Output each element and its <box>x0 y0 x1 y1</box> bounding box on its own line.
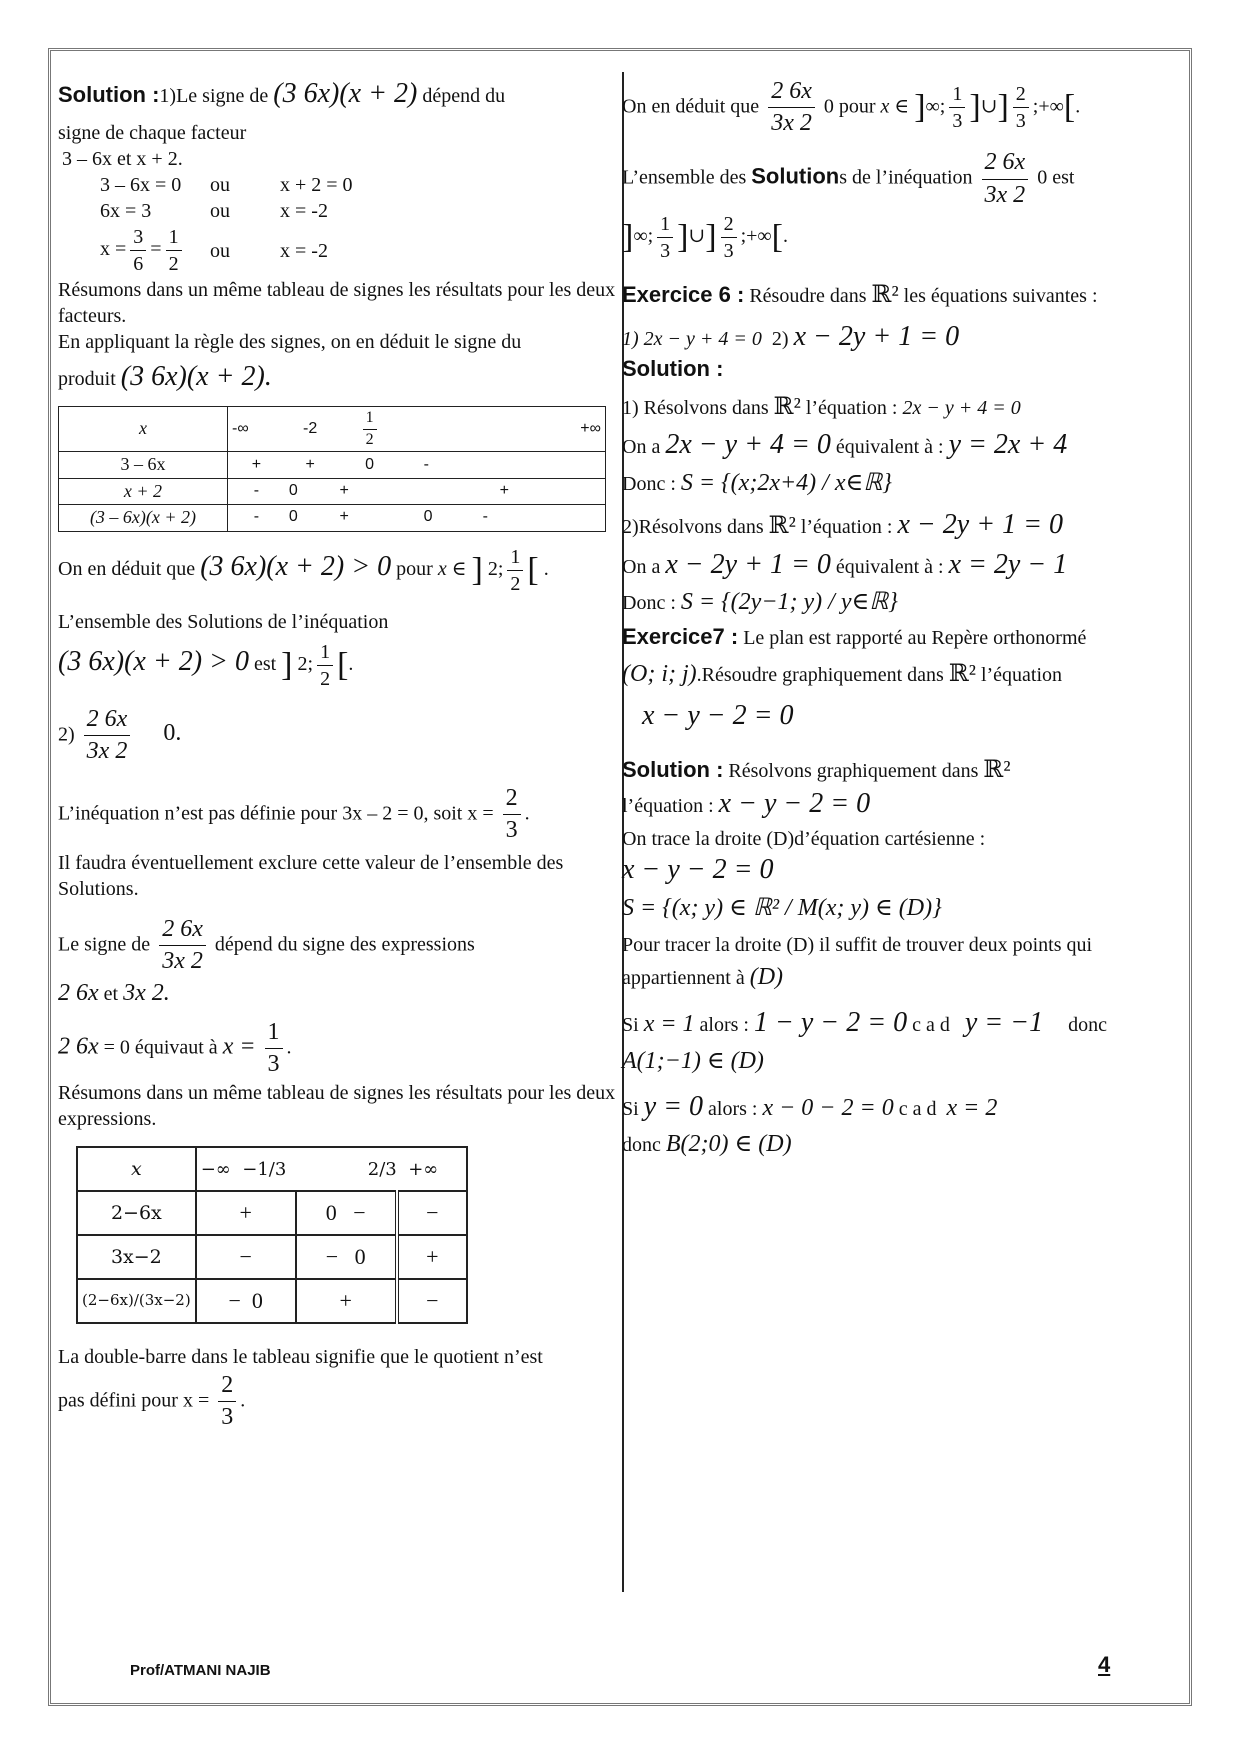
text: Donc : <box>622 472 676 495</box>
numerator: 2 <box>723 212 734 235</box>
text: dépend du <box>422 85 506 107</box>
denominator: 2 <box>317 665 333 692</box>
produit-expression: (3 6x)(x + 2). <box>120 361 272 393</box>
denominator: 3 <box>949 107 965 134</box>
s1-ona <box>622 427 1184 463</box>
table-cell: 3x−2 <box>77 1235 196 1279</box>
table-cell: + <box>397 1235 467 1279</box>
denominator: 3 <box>1013 107 1029 134</box>
exercice-7 <box>622 623 1184 652</box>
numerator: 2 <box>505 784 518 811</box>
solution-7 <box>622 755 1184 786</box>
text: ℝ² <box>948 661 976 688</box>
text: x = 2 <box>946 1094 998 1121</box>
table-cell: + <box>285 452 336 478</box>
table-cell: +∞ <box>404 406 606 452</box>
table-cell: + <box>196 1191 296 1235</box>
denominator: 3 <box>721 237 737 264</box>
text: alors : <box>708 1097 758 1120</box>
pour-tracer-text: Pour tracer la droite (D) il suffit de trouver deux points qui <box>622 933 1093 956</box>
question-2 <box>58 704 618 767</box>
page-number: 4 <box>1098 1652 1111 1677</box>
table-cell <box>196 1279 296 1323</box>
text: (O; i; j) <box>622 661 697 688</box>
text: et <box>103 982 119 1005</box>
text: dépend du signe des expressions <box>214 933 475 956</box>
text: ;+∞ <box>1032 95 1064 118</box>
text: 2) <box>58 722 75 745</box>
text: 0. <box>163 719 182 746</box>
text: − <box>325 1243 339 1269</box>
eq3-b: x = -2 <box>280 239 328 262</box>
table-cell: - <box>228 505 285 531</box>
resume-1: Résumons dans un même tableau de signes les résultats pour les deux facteurs. <box>58 279 616 328</box>
ensemble-1: (3 6x)(x + 2) > 0 est ] 2; $\frac{1}{2}$ [. <box>58 640 354 690</box>
solution-label: Solution : <box>58 82 160 107</box>
text: ∪ <box>980 95 998 118</box>
product-expression: (3 6x)(x + 2) <box>273 78 418 109</box>
solution-6-label: Solution : <box>622 356 724 382</box>
text: 0 est <box>1037 166 1075 189</box>
text: x − 2y + 1 = 0 <box>897 508 1063 540</box>
text: L’inéquation n’est pas définie pour 3x – 2 = 0, soit x = <box>58 802 494 825</box>
text: - <box>482 508 488 526</box>
table-cell: 2−6x <box>77 1191 196 1235</box>
denominator: 2 <box>166 250 182 277</box>
solution-7-eq <box>622 786 1184 822</box>
table-cell: + <box>335 505 403 531</box>
numerator: 1 <box>365 408 374 426</box>
text: Exercice 6 : <box>622 281 745 307</box>
table-cell: 0 <box>285 478 336 504</box>
text: 0 <box>251 1287 263 1313</box>
signe-2 <box>58 914 618 977</box>
text: (D) <box>749 963 784 990</box>
s1-donc <box>622 468 1184 499</box>
table-cell <box>335 406 403 452</box>
text: x − y − 2 = 0 <box>642 700 794 732</box>
numerator: 1 <box>952 83 963 106</box>
text: −∞ <box>200 1158 231 1180</box>
text: On en déduit que <box>622 95 760 118</box>
text: x − y − 2 = 0 <box>718 788 871 820</box>
text: 0 <box>423 508 433 526</box>
denominator: 3 <box>657 237 673 264</box>
text: Solution <box>751 163 840 189</box>
text: ℝ² <box>768 512 796 539</box>
table-row <box>59 452 606 478</box>
table-row <box>77 1235 467 1279</box>
point-a: A(1;−1) ∈ (D) <box>622 1047 764 1074</box>
text: 2) <box>771 327 789 350</box>
table-cell: 0 <box>285 505 336 531</box>
text: x − 0 − 2 = 0 <box>762 1094 894 1121</box>
text: c a d <box>898 1097 937 1120</box>
footer-author: Prof/ATMANI NAJIB <box>130 1662 271 1679</box>
eq1-a: 3 – 6x = 0 <box>100 174 182 197</box>
deduit-1: On en déduit que (3 6x)(x + 2) > 0 pour x ∈ ] 2; $\frac{1}{2}$ [ . <box>58 545 549 595</box>
text: x ∈ <box>880 95 910 118</box>
table-cell: - <box>404 452 606 478</box>
ensemble-2-interval: ]∞; $\frac{1}{3}$ ]∪] $\frac{2}{3}$ ;+∞[. <box>622 212 788 262</box>
text: L’ensemble des <box>622 166 747 189</box>
trace-text: On trace la droite (D)d’équation cartésienne : <box>622 828 986 851</box>
table-cell: x <box>77 1147 196 1191</box>
resume-2: Résumons dans un même tableau de signes les résultats pour les deux expressions. <box>58 1082 616 1131</box>
text: pour <box>396 557 433 580</box>
text: donc <box>1068 1014 1107 1037</box>
text: y = 0 <box>643 1090 704 1122</box>
text: les équations suivantes : <box>903 284 1098 307</box>
table-row <box>77 1279 467 1323</box>
table-cell: x <box>59 406 228 452</box>
text: Le plan est rapporté au Repère orthonormé <box>743 626 1087 649</box>
numerator: 1 <box>660 212 671 235</box>
table-cell: − <box>397 1191 467 1235</box>
table-cell: + <box>228 452 285 478</box>
text: 0 <box>325 1199 337 1225</box>
numerator: 1 <box>320 640 331 663</box>
text: équivalent à : <box>835 436 944 459</box>
table-cell: -∞ <box>228 406 285 452</box>
numerator: 2 <box>221 1372 234 1399</box>
text: 2/3 <box>367 1158 397 1180</box>
text: ∪ <box>688 224 706 247</box>
text: y = 2x + 4 <box>948 429 1068 461</box>
text: .Résoudre graphiquement dans <box>696 664 944 687</box>
numerator: 1 <box>168 226 179 249</box>
text: ;+∞ <box>740 224 772 247</box>
s2-line <box>622 507 1184 543</box>
s2-donc <box>622 587 1184 618</box>
text-signe-facteur: signe de chaque facteur <box>58 122 247 145</box>
table-cell <box>404 505 606 531</box>
text: = <box>150 238 162 261</box>
text: x = <box>100 238 127 261</box>
text: l’équation <box>980 664 1063 687</box>
text: 2 6x <box>58 979 99 1006</box>
text: 1) 2x − y + 4 = 0 <box>622 327 762 350</box>
text: On en déduit que <box>58 557 196 580</box>
table-cell: - <box>228 478 285 504</box>
denominator: 3x 2 <box>159 945 206 977</box>
text: x ∈ <box>437 557 467 580</box>
application-text: En appliquant la règle des signes, on en déduit le signe du <box>58 331 522 354</box>
right-column <box>622 76 1184 1160</box>
denominator: 3 <box>503 814 521 846</box>
denominator: 6 <box>130 250 146 277</box>
text: produit <box>58 368 116 391</box>
exercice-7-b <box>622 659 1184 690</box>
text: On a <box>622 436 661 459</box>
text: x = <box>222 1033 256 1060</box>
eq2-ou: ou <box>210 200 230 223</box>
numerator: 1 <box>267 1018 280 1045</box>
text: l’équation : <box>622 795 714 818</box>
text: − <box>228 1287 241 1313</box>
denominator: 3x 2 <box>768 107 815 139</box>
trace-eq: x − y − 2 = 0 <box>622 854 774 886</box>
numerator: 2 6x <box>771 78 812 104</box>
text: 0 pour <box>823 95 876 118</box>
denominator: 3x 2 <box>982 179 1029 211</box>
denominator: 2 <box>363 429 377 451</box>
ensemble-2 <box>622 147 1184 210</box>
table-cell: + <box>404 478 606 504</box>
text: Solution : <box>622 756 724 782</box>
double-barre-text: La double-barre dans le tableau signifie que le quotient n’est <box>58 1346 543 1369</box>
table-row <box>59 505 606 531</box>
text: Résoudre dans <box>749 284 867 307</box>
numerator: 2 6x <box>86 705 128 732</box>
eq2-b: x = -2 <box>280 200 328 223</box>
numerator: 3 <box>133 226 144 249</box>
eq1-b: x + 2 = 0 <box>280 174 353 197</box>
denominator: 3x 2 <box>84 735 131 767</box>
text: S = {(x;2x+4) / x∈ℝ} <box>680 469 892 496</box>
text: B(2;0) ∈ (D) <box>665 1131 792 1158</box>
text: Si <box>622 1097 639 1120</box>
deduit-2: On en déduit que $\frac{2 6x}{3x 2}$ 0 pour x ∈ ]∞; $\frac{1}{3}$ ]∪] $\frac{2}{3}$ ;+∞[. <box>622 76 1184 139</box>
text: 0 <box>354 1243 366 1269</box>
text: Si <box>622 1014 639 1037</box>
text: +∞ <box>408 1158 439 1180</box>
text: Donc : <box>622 592 676 615</box>
text: 1) Résolvons dans <box>622 396 769 419</box>
text: (3 6x)(x + 2) > 0 <box>200 550 392 582</box>
text: x − 2y + 1 = 0 <box>793 320 960 352</box>
table-cell: -2 <box>285 406 336 452</box>
text: Exercice7 : <box>622 623 739 649</box>
text: ℝ² <box>871 281 899 308</box>
text: s de l’inéquation <box>839 166 973 189</box>
sign-table-1 <box>58 406 606 532</box>
text: alors : <box>699 1014 749 1037</box>
text: 2x − y + 4 = 0 <box>665 429 831 461</box>
table-row <box>77 1147 467 1191</box>
eq3-ou: ou <box>210 239 230 262</box>
table-row <box>77 1191 467 1235</box>
text: Le signe de <box>58 933 151 956</box>
text: ℝ² <box>983 756 1011 783</box>
text: appartiennent à <box>622 966 745 989</box>
text: y = −1 <box>964 1007 1044 1039</box>
table-cell <box>296 1191 397 1235</box>
left-column <box>58 76 618 1434</box>
text: On a <box>622 556 661 579</box>
text: 1)Le signe de <box>159 85 269 107</box>
text: 2)Résolvons dans <box>622 515 764 538</box>
point-b-line <box>622 1129 1184 1160</box>
equivaut: 2 6x = 0 équivaut à x = $\frac{1}{3}$ . <box>58 1017 618 1080</box>
text: ℝ² <box>773 393 801 420</box>
text: Résolvons graphiquement dans <box>728 759 979 782</box>
text: 2; <box>487 557 504 580</box>
table-row <box>59 406 606 452</box>
factors-line: 3 – 6x et x + 2. <box>62 148 183 171</box>
table-cell: x + 2 <box>59 478 228 504</box>
table-cell: (2−6x)/(3x−2) <box>77 1279 196 1323</box>
text: c a d <box>912 1014 950 1037</box>
appartiennent <box>622 962 1184 993</box>
denominator: 2 <box>507 570 523 597</box>
eq1-ou: ou <box>210 174 230 197</box>
equations-block <box>58 172 618 277</box>
table-cell: 0 <box>335 452 403 478</box>
text: 2x − y + 4 = 0 <box>902 396 1021 419</box>
exercice-7-eq <box>622 698 1184 734</box>
numerator: 2 <box>1015 83 1026 106</box>
text: 1 − y − 2 = 0 <box>753 1007 908 1039</box>
table-cell: + <box>335 478 403 504</box>
text: − <box>353 1199 366 1225</box>
si-2 <box>622 1089 1184 1125</box>
numerator: 2 6x <box>162 916 203 943</box>
solution-intro <box>58 76 618 112</box>
expressions <box>58 978 618 1009</box>
text: x = 2y − 1 <box>948 549 1068 581</box>
text: (3 6x)(x + 2) > 0 <box>58 645 249 677</box>
numerator: 1 <box>510 545 521 568</box>
text: l’équation : <box>805 396 898 419</box>
double-barre-b: pas défini pour x = $\frac{2}{3}$ . <box>58 1370 618 1433</box>
text: x = 1 <box>643 1011 695 1038</box>
si-1 <box>622 1005 1184 1041</box>
eq3-a <box>100 224 210 277</box>
table-row <box>59 478 606 504</box>
table-cell: − <box>196 1235 296 1279</box>
numerator: 2 6x <box>984 149 1026 176</box>
text: équivalent à : <box>835 556 944 579</box>
solution-set-7: S = {(x; y) ∈ ℝ² / M(x; y) ∈ (D)} <box>622 894 942 921</box>
eq2-a: 6x = 3 <box>100 200 152 223</box>
table-cell <box>196 1147 467 1191</box>
text: = 0 équivaut à <box>103 1036 218 1059</box>
non-definie: L’inéquation n’est pas définie pour 3x – 2 = 0, soit x = $\frac{2}{3}$ . <box>58 783 618 846</box>
exercice-6 <box>622 280 1184 311</box>
text: x − 2y + 1 = 0 <box>665 549 831 581</box>
text: 2 6x <box>58 1033 99 1060</box>
text: ∞; <box>633 224 654 247</box>
text: pas défini pour x = <box>58 1389 210 1412</box>
table-cell: + <box>296 1279 397 1323</box>
denominator: 3 <box>218 1401 236 1433</box>
exercice-6-questions <box>622 319 1184 355</box>
s2-ona <box>622 547 1184 583</box>
exclure-text: Il faudra éventuellement exclure cette valeur de l’ensemble des Solutions. <box>58 852 564 901</box>
table-cell: − <box>397 1279 467 1323</box>
text: est <box>253 652 277 675</box>
s1-line <box>622 392 1184 423</box>
sign-table-2 <box>76 1146 468 1324</box>
ensemble-1-text: L’ensemble des Solutions de l’inéquation <box>58 610 389 633</box>
table-cell: 3 – 6x <box>59 452 228 478</box>
text: l’équation : <box>800 515 893 538</box>
text: donc <box>622 1134 661 1157</box>
denominator: 3 <box>265 1048 283 1080</box>
table-cell: (3 – 6x)(x + 2) <box>59 505 228 531</box>
text: −1/3 <box>242 1158 287 1180</box>
text: ∞; <box>925 95 946 118</box>
table-cell <box>296 1235 397 1279</box>
text: 3x 2. <box>123 979 170 1006</box>
text: S = {(2y−1; y) / y∈ℝ} <box>680 589 898 616</box>
text: 2; <box>297 652 314 675</box>
